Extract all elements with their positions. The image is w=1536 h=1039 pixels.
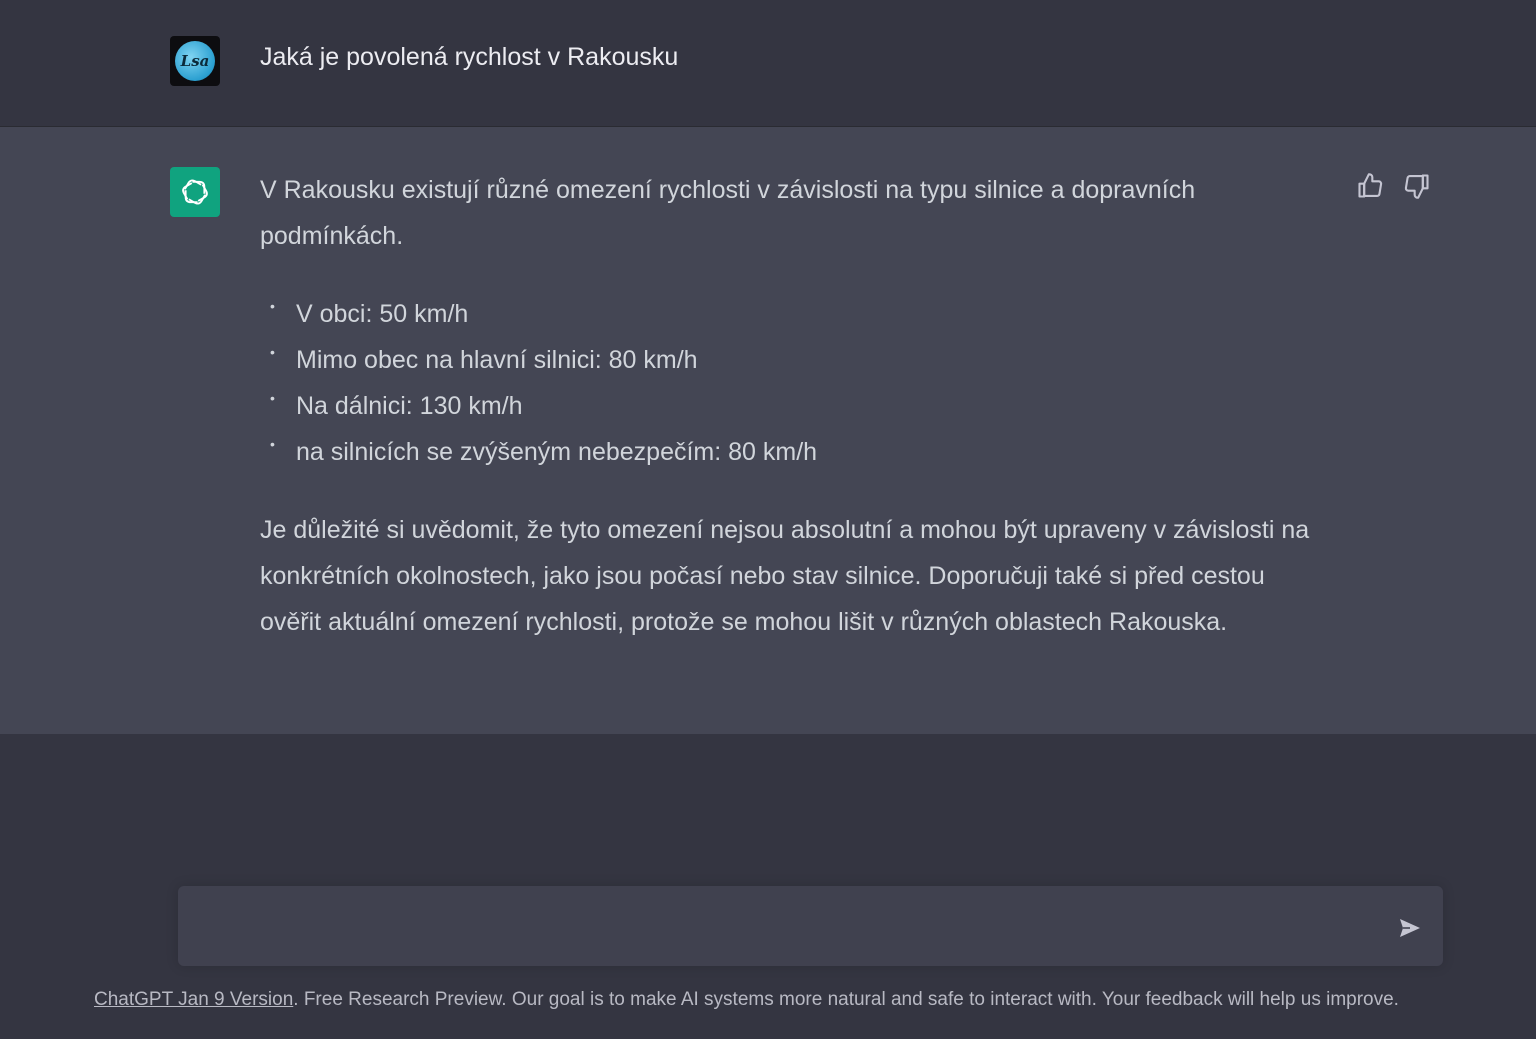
user-avatar (170, 36, 220, 86)
list-item-text: Na dálnici: 130 km/h (296, 392, 523, 420)
assistant-message-text (260, 167, 1330, 645)
list-item (260, 383, 1330, 429)
bullet-icon: • (270, 390, 275, 406)
list-item-text: Mimo obec na hlavní silnici: 80 km/h (296, 346, 698, 374)
bullet-icon: • (270, 436, 275, 452)
send-icon (1397, 916, 1423, 940)
send-button[interactable] (1394, 914, 1426, 942)
list-item-text: V obci: 50 km/h (296, 300, 469, 328)
user-message-row (0, 0, 1536, 127)
thumbs-up-icon (1356, 172, 1384, 200)
version-link[interactable]: ChatGPT Jan 9 Version (94, 989, 294, 1010)
list-item (260, 291, 1330, 337)
footer-disclaimer (94, 986, 1534, 1014)
list-item (260, 337, 1330, 383)
speed-limit-list (260, 291, 1330, 475)
message-composer (178, 886, 1443, 966)
list-item (260, 429, 1330, 475)
thumbs-down-button[interactable] (1402, 171, 1432, 201)
thumbs-down-icon (1403, 172, 1431, 200)
bullet-icon: • (270, 298, 275, 314)
answer-intro: V Rakousku existují různé omezení rychlosti v závislosti na typu silnice a dopravních podmínkách. (260, 176, 1196, 250)
footer-text: . Free Research Preview. Our goal is to make AI systems more natural and safe to interact with. Your feedback will help us improve. (293, 989, 1399, 1010)
bullet-icon: • (270, 344, 275, 360)
answer-outro: Je důležité si uvědomit, že tyto omezení nejsou absolutní a mohou být upraveny v závislosti na konkrétních okolnostech, jako jsou počasí nebo stav silnice. Doporučuji také si před cestou ověřit aktuální omezení rychlosti, protože se mohou lišit v různých oblastech Rakouska. (260, 516, 1310, 636)
message-input[interactable] (196, 910, 1380, 948)
user-avatar-image (175, 41, 215, 81)
list-item-text: na silnicích se zvýšeným nebezpečím: 80 km/h (296, 438, 818, 466)
user-avatar-label: Lsa (180, 52, 210, 70)
openai-logo-icon (170, 167, 220, 217)
user-message-text: Jaká je povolená rychlost v Rakousku (260, 43, 679, 71)
assistant-message-row (0, 127, 1536, 734)
thumbs-up-button[interactable] (1355, 171, 1385, 201)
